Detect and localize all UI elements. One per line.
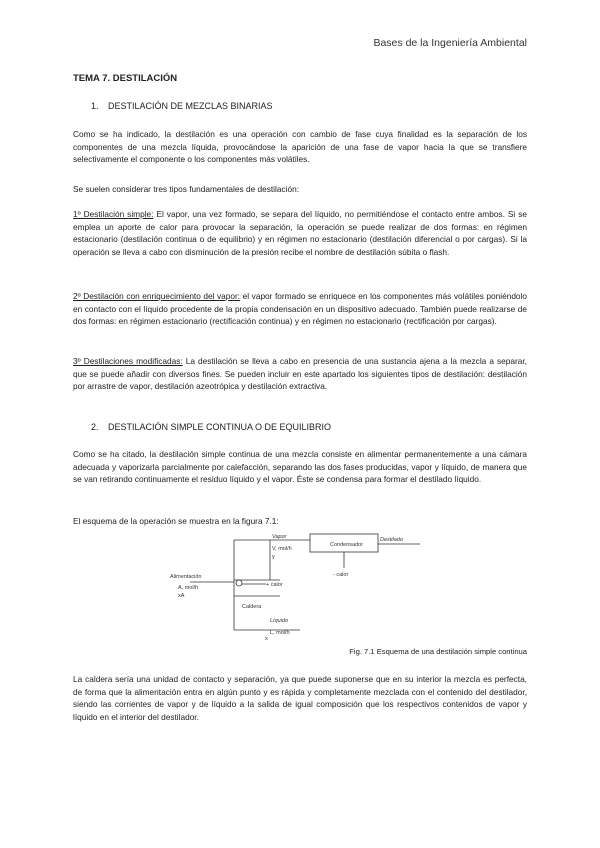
term-text: el vapor formado se enriquece en los componentes más volátiles poniéndolo en contacto con el líquido procedente de la propia condensación en un dispositivo adecuado. También puede realizarse de dos formas: en régimen estacionario (rectificación continua) y en régimen no estacionario (rectificación por cargas). (73, 291, 527, 327)
distillate-label: Destilado (380, 537, 403, 543)
feed-comp-label: xA (178, 593, 185, 599)
vapor-flow-label: V, mol/h (272, 546, 292, 552)
heat-in-label: + calor (266, 582, 283, 588)
heat-out-label: - calor (333, 572, 349, 578)
diagram-svg (170, 530, 450, 642)
paragraph-enriched-distillation (73, 290, 527, 328)
vapor-comp-label: y (272, 554, 275, 560)
distillation-diagram (170, 530, 450, 642)
page-header: Bases de la Ingeniería Ambiental (373, 37, 527, 49)
liquid-label: Líquido (270, 618, 289, 624)
section-title: DESTILACIÓN SIMPLE CONTINUA O DE EQUILIBRIO (108, 422, 332, 432)
boiler-label: Caldera (242, 604, 262, 610)
paragraph-continuous-distillation: Como se ha citado, la destilación simple continua de una mezcla consiste en alimentar permanentemente a una cámara adecuada y vaporizarla parcialmente por calefacción, separando las dos fases producidas, vapor y líquido, de manera que se van retirando continuamente el residuo líquido y el vapor. Éste se condensa para formar el destilado líquido. (73, 449, 527, 485)
paragraph-simple-distillation (73, 208, 527, 258)
paragraph-types: Se suelen considerar tres tipos fundamentales de destilación: (73, 184, 299, 194)
chapter-title: TEMA 7. DESTILACIÓN (73, 73, 178, 84)
heating-coil-icon (236, 580, 242, 586)
feed-label: Alimentación (170, 574, 202, 580)
paragraph-boiler: La caldera sería una unidad de contacto y separación, ya que puede suponerse que en su interior la mezcla es perfecta, de forma que la alimentación entra en algún punto y es rápida y completamente mezclada con el contenido del destilador, siendo las corrientes de vapor y de líquido a la salida de igual composición que los respectivos contenidos de vapor y líquido en el interior del destilador. (73, 674, 527, 722)
condenser-label: Condensador (330, 542, 364, 548)
section-number: 2. (91, 422, 99, 432)
section-heading-1 (91, 101, 273, 111)
paragraph-intro: Como se ha indicado, la destilación es una operación con cambio de fase cuya finalidad es la separación de los componentes de una mezcla líquida, provocándose la aparición de una fase de vapor hacia la que se transfiere selectivamente el componente o los componentes más volátiles. (73, 129, 527, 165)
feed-flow-label: A, mol/h (178, 585, 199, 591)
figure-caption: Fig. 7.1 Esquema de una destilación simple continua (349, 647, 527, 656)
vapor-label: Vapor (272, 534, 287, 540)
term-text: El vapor, una vez formado, se separa del líquido, no permitiéndose el contacto entre ambos. Si se emplea un aporte de calor para provocar la separación, la operación se puede realizar de dos formas: en régimen estacionario (destilación continua o de equilibrio) y en régimen no estacionario (destilación diferencial o por cargas). Si la operación se lleva a cabo con disminución de la presión recibe el nombre de destilación súbita o flash. (73, 209, 527, 257)
term-label: 2º Destilación con enriquecimiento del vapor: (73, 291, 241, 301)
paragraph-scheme-intro: El esquema de la operación se muestra en la figura 7.1: (73, 516, 279, 526)
term-label: 3º Destilaciones modificadas: (73, 356, 183, 366)
term-text: La destilación se lleva a cabo en presencia de una sustancia ajena a la mezcla a separar, que se puede añadir con diversos fines. Se pueden incluir en este apartado los siguientes tipos de destilación: destilación por arrastre de vapor, destilación azeotrópica y destilación extractiva. (73, 356, 527, 392)
section-title: DESTILACIÓN DE MEZCLAS BINARIAS (108, 101, 273, 111)
liquid-flow-label: L, mol/h (270, 630, 290, 636)
section-heading-2 (91, 422, 331, 432)
section-number: 1. (91, 101, 99, 111)
term-label: 1º Destilación simple: (73, 209, 154, 219)
liquid-comp-label: x (265, 636, 268, 642)
paragraph-modified-distillation (73, 355, 527, 393)
